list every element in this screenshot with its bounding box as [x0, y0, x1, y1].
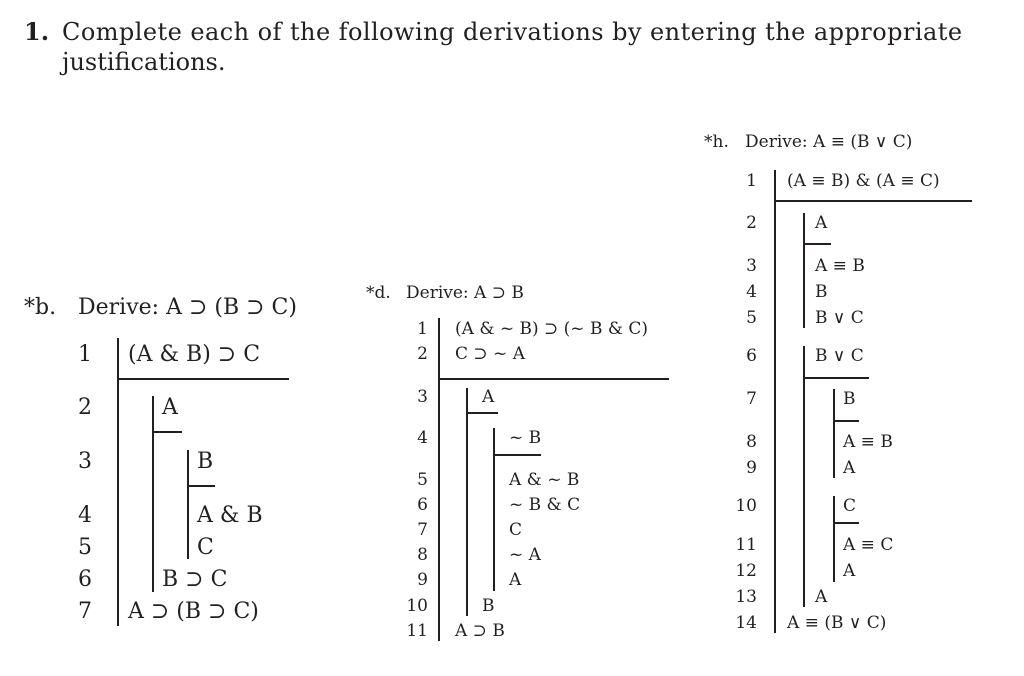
assumption-separator	[493, 454, 541, 456]
formula: ~ B	[509, 428, 542, 448]
line-number: 12	[735, 561, 757, 581]
subderivation-scope-line	[833, 389, 835, 478]
derivation-d-label: *d.	[366, 283, 391, 303]
formula: B	[482, 596, 495, 616]
line-number: 4	[417, 428, 428, 448]
subderivation-scope-line	[803, 213, 805, 328]
line-number: 2	[417, 344, 428, 364]
formula: (A ≡ B) & (A ≡ C)	[787, 171, 940, 191]
subderivation-scope-line	[493, 428, 495, 591]
formula: A ≡ C	[843, 535, 894, 555]
formula: A	[162, 395, 178, 420]
assumption-separator	[833, 522, 859, 524]
main-scope-line	[117, 338, 119, 626]
line-number: 7	[417, 520, 428, 540]
formula: A & ~ B	[509, 470, 580, 490]
assumption-separator	[833, 420, 859, 422]
line-number: 6	[78, 567, 92, 592]
formula: B	[815, 282, 828, 302]
formula: C	[843, 496, 857, 516]
formula: B ∨ C	[815, 346, 864, 366]
line-number: 10	[735, 496, 757, 516]
formula: ~ B & C	[509, 495, 581, 515]
line-number: 11	[406, 621, 428, 641]
formula: A	[843, 458, 856, 478]
formula: ~ A	[509, 545, 541, 565]
assumption-separator	[152, 431, 182, 433]
line-number: 6	[746, 346, 757, 366]
subderivation-scope-line	[187, 450, 189, 559]
line-number: 14	[735, 613, 757, 633]
derivation-b-label: *b.	[24, 295, 57, 320]
line-number: 2	[78, 395, 92, 420]
assumption-separator	[803, 243, 831, 245]
formula: A	[482, 387, 495, 407]
question-number: 1.	[24, 17, 50, 46]
line-number: 2	[746, 213, 757, 233]
formula: A ≡ B	[815, 256, 865, 276]
premise-separator	[438, 378, 669, 380]
main-scope-line	[438, 318, 440, 641]
line-number: 3	[78, 449, 92, 474]
formula: A & B	[197, 503, 263, 528]
assumption-separator	[466, 412, 498, 414]
line-number: 11	[735, 535, 757, 555]
line-number: 5	[746, 308, 757, 328]
formula: A	[509, 570, 522, 590]
formula: A	[815, 587, 828, 607]
formula: A ≡ (B ∨ C)	[787, 613, 887, 633]
line-number: 3	[417, 387, 428, 407]
formula: C	[509, 520, 523, 540]
line-number: 5	[78, 535, 92, 560]
subderivation-scope-line	[152, 396, 154, 592]
derivation-b-title: Derive: A ⊃ (B ⊃ C)	[78, 295, 297, 320]
premise-separator	[774, 200, 972, 202]
line-number: 5	[417, 470, 428, 490]
assumption-separator	[187, 485, 215, 487]
main-scope-line	[774, 170, 776, 633]
line-number: 9	[746, 458, 757, 478]
derivation-d-title: Derive: A ⊃ B	[406, 283, 524, 303]
formula: B	[197, 449, 214, 474]
formula: A	[815, 213, 828, 233]
line-number: 4	[746, 282, 757, 302]
line-number: 6	[417, 495, 428, 515]
line-number: 1	[746, 171, 757, 191]
formula: A ⊃ (B ⊃ C)	[128, 599, 259, 624]
line-number: 10	[406, 596, 428, 616]
formula: (A & ~ B) ⊃ (~ B & C)	[455, 319, 649, 339]
formula: B ⊃ C	[162, 567, 228, 592]
line-number: 7	[78, 599, 92, 624]
line-number: 3	[746, 256, 757, 276]
assumption-separator	[803, 377, 869, 379]
formula: B	[843, 389, 856, 409]
formula: A	[843, 561, 856, 581]
question-text-line1: Complete each of the following derivations by entering the appropriate	[62, 18, 963, 46]
line-number: 7	[746, 389, 757, 409]
formula: C ⊃ ~ A	[455, 344, 525, 364]
formula: A ≡ B	[843, 432, 893, 452]
derivation-h-label: *h.	[704, 132, 729, 152]
formula: (A & B) ⊃ C	[128, 342, 261, 367]
line-number: 9	[417, 570, 428, 590]
line-number: 8	[746, 432, 757, 452]
subderivation-scope-line	[833, 496, 835, 582]
line-number: 4	[78, 503, 92, 528]
line-number: 1	[417, 319, 428, 339]
question-text-line2: justifications.	[62, 48, 226, 76]
subderivation-scope-line	[803, 346, 805, 607]
subderivation-scope-line	[466, 388, 468, 616]
line-number: 1	[78, 342, 92, 367]
formula: A ⊃ B	[455, 621, 505, 641]
line-number: 8	[417, 545, 428, 565]
derivation-h-title: Derive: A ≡ (B ∨ C)	[745, 132, 913, 152]
premise-separator	[117, 378, 289, 380]
line-number: 13	[735, 587, 757, 607]
formula: B ∨ C	[815, 308, 864, 328]
formula: C	[197, 535, 214, 560]
